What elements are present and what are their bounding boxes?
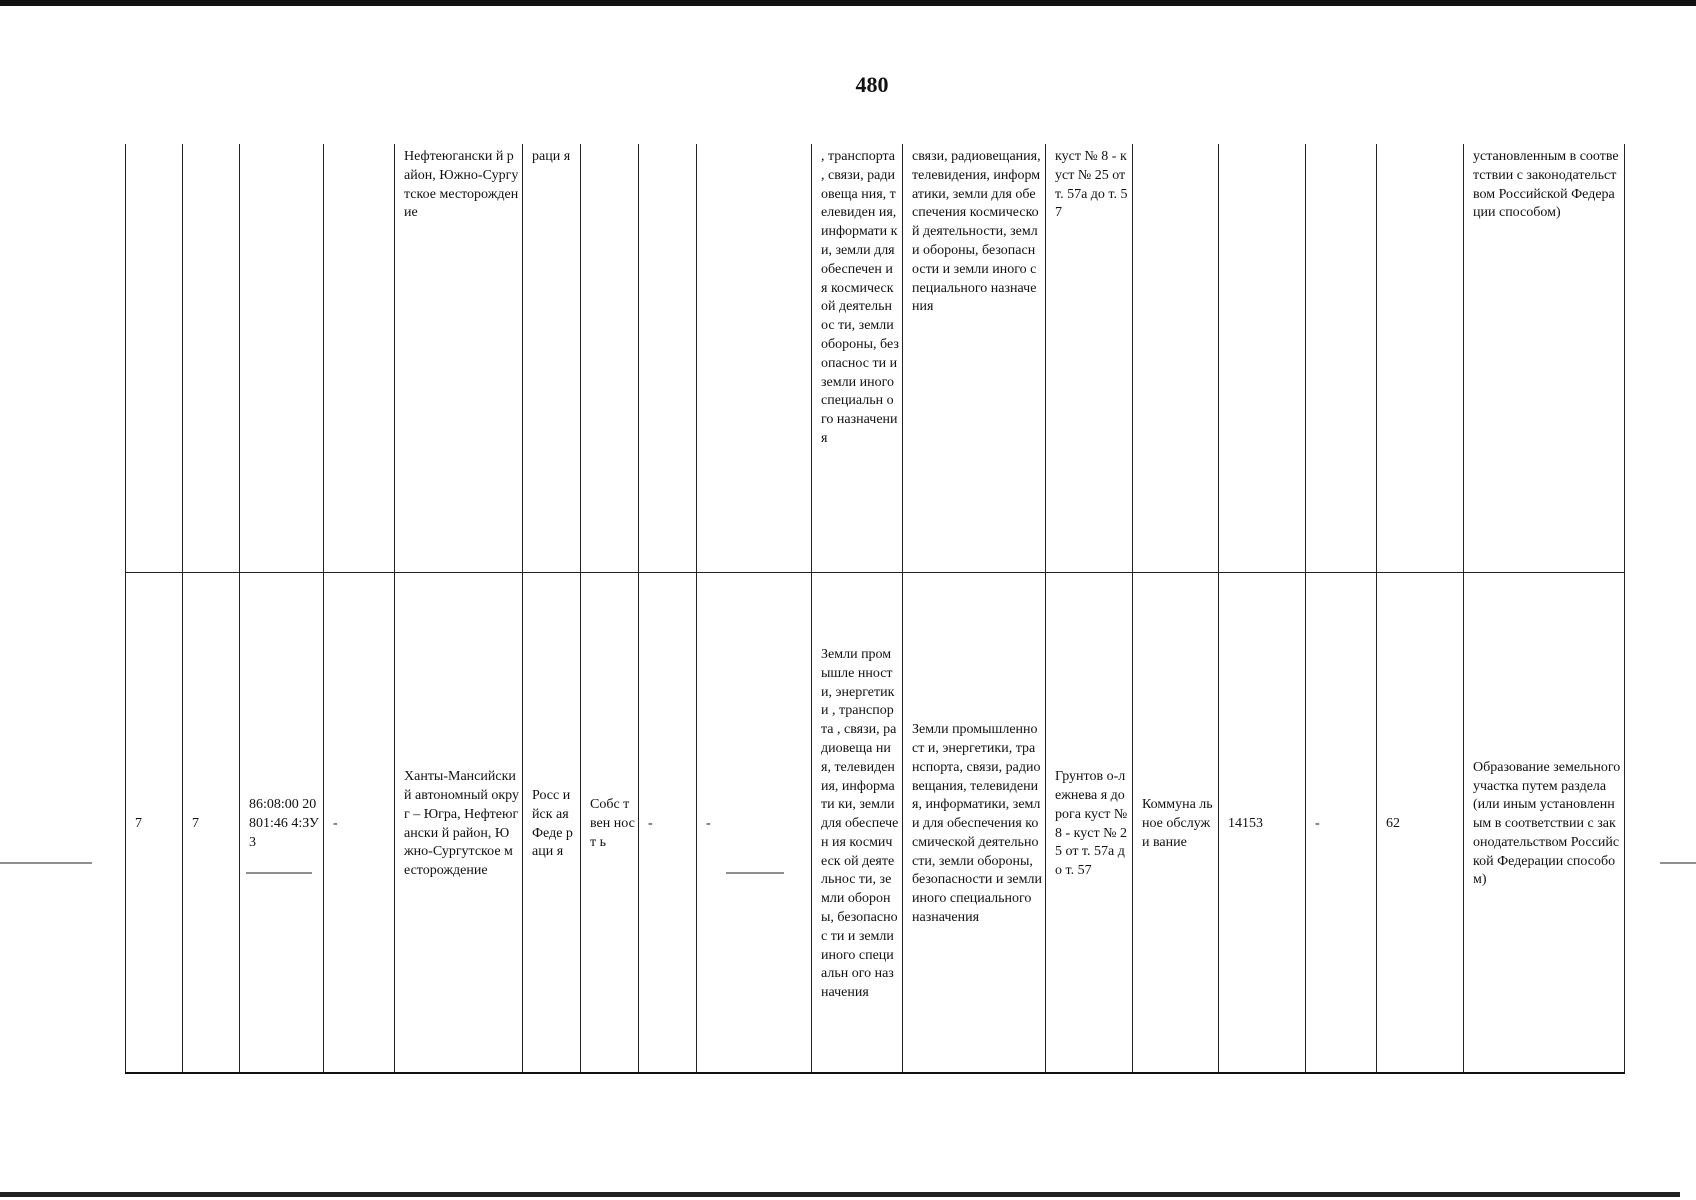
cell-col9 (697, 144, 812, 573)
scan-artifact-mark (726, 872, 784, 874)
cell-location: Нефтеюгански й район, Южно-Сургутское месторождение (395, 144, 523, 573)
cell-col15 (1306, 144, 1377, 573)
cell-land-category: Земли промышле нности, энергетики , транспорта , связи, радиовеща ния, телевиден ия, информати ки, земли для обеспечен ия космическ ой деятельнос ти, земли обороны, безопаснос ти и земли иного специальн ого назначения (812, 573, 903, 1074)
cell-num (126, 144, 183, 573)
cell-cadastral-number (240, 144, 324, 573)
cell-area (1219, 144, 1306, 573)
cell-num: 7 (126, 573, 183, 1074)
cell-land-category-new: связи, радиовещания, телевидения, информатики, земли для обеспечения космической деятельности, земли обороны, безопасности и земли иного специального назначения (903, 144, 1046, 573)
cell-col15: - (1306, 573, 1377, 1074)
cell-land-category-new: Земли промышленност и, энергетики, транспорта, связи, радиовещания, телевидения, информатики, земли для обеспечения космической деятельности, земли обороны, безопасности и земли иного специального назначения (903, 573, 1046, 1074)
table-row (126, 144, 1625, 573)
cell-num2: 7 (183, 573, 240, 1074)
cell-col8 (639, 144, 697, 573)
page-bottom-edge (0, 1192, 1680, 1197)
cell-right-type (581, 144, 639, 573)
cell-object-name: Грунтов о-лежнева я дорога куст № 8 - куст № 25 от т. 57а до т. 57 (1046, 573, 1133, 1074)
cell-land-category: , транспорта , связи, радиовеща ния, телевиден ия, информати ки, земли для обеспечен ия космическ ой деятельнос ти, земли обороны, безопаснос ти и земли иного специальн ого назначения (812, 144, 903, 573)
page-top-edge (0, 0, 1696, 6)
cell-basis: Образование земельного участка путем раздела (или иным установленным в соответствии с законодательством Российской Федерации способом) (1464, 573, 1625, 1074)
cell-col9: - (697, 573, 812, 1074)
scan-artifact-right (1660, 862, 1696, 864)
page-number: 480 (855, 72, 889, 97)
cell-col8: - (639, 573, 697, 1074)
cell-area: 14153 (1219, 573, 1306, 1074)
cell-owner: раци я (523, 144, 581, 573)
cell-cadastral-number: 86:08:00 20801:46 4:ЗУ3 (240, 573, 324, 1074)
cell-basis: установленным в соответствии с законодательством Российской Федерации способом) (1464, 144, 1625, 573)
cell-num2 (183, 144, 240, 573)
scan-artifact-left (0, 862, 92, 864)
cell-right-type: Собс твен ност ь (581, 573, 639, 1074)
land-registry-table (125, 144, 1625, 1074)
cell-object-name: куст № 8 - куст № 25 от т. 57а до т. 57 (1046, 144, 1133, 573)
cell-col4: - (324, 573, 395, 1074)
cell-col16 (1377, 144, 1464, 573)
cell-permitted-use (1133, 144, 1219, 573)
table-row (126, 573, 1625, 1074)
cell-owner: Росс ийск ая Феде раци я (523, 573, 581, 1074)
cell-location: Ханты-Мансийский автономный округ – Югра, Нефтеюгански й район, Южно-Сургутское месторождение (395, 573, 523, 1074)
cell-permitted-use: Коммуна льное обслужи вание (1133, 573, 1219, 1074)
scan-artifact-mark (246, 872, 312, 874)
cell-col16: 62 (1377, 573, 1464, 1074)
cell-col4 (324, 144, 395, 573)
